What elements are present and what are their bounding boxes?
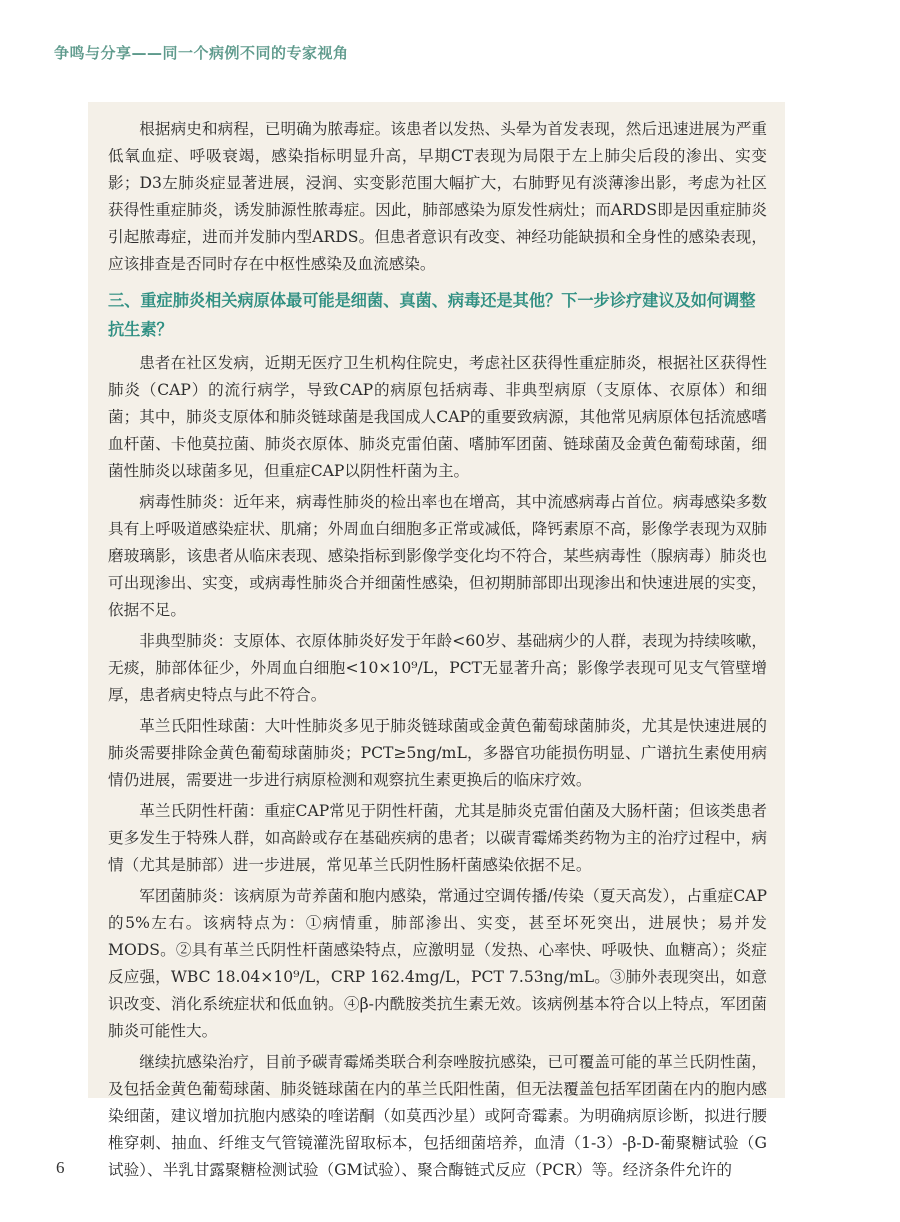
paragraph-viral-pneumonia: 病毒性肺炎：近年来，病毒性肺炎的检出率也在增高，其中流感病毒占首位。病毒感染多数具有上呼吸道感染症状、肌痛；外周血白细胞多正常或减低，降钙素原不高，影像学表现为双肺磨玻璃影，该患者从临床表现、感染指标到影像学变化均不符合，某些病毒性（腺病毒）肺炎也可出现渗出、实变，或病毒性肺炎合并细菌性感染，但初期肺部即出现渗出和快速进展的实变，依据不足。 xyxy=(108,493,767,619)
paragraph-treatment-plan: 继续抗感染治疗，目前予碳青霉烯类联合利奈唑胺抗感染，已可覆盖可能的革兰氏阴性菌，及包括金黄色葡萄球菌、肺炎链球菌在内的革兰氏阳性菌，但无法覆盖包括军团菌在内的胞内感染细菌，建议增加抗胞内感染的喹诺酮（如莫西沙星）或阿奇霉素。为明确病原诊断，拟进行腰椎穿刺、抽血、纤维支气管镜灌洗留取标本，包括细菌培养，血清（1-3）-β-D-葡聚糖试验（G试验）、半乳甘露聚糖检测试验（GM试验）、聚合酶链式反应（PCR）等。经济条件允许的 xyxy=(108,1053,767,1179)
running-header-title: 争鸣与分享——同一个病例不同的专家视角 xyxy=(54,44,349,62)
paragraph-sepsis-diagnosis: 根据病史和病程，已明确为脓毒症。该患者以发热、头晕为首发表现，然后迅速进展为严重低氧血症、呼吸衰竭，感染指标明显升高，早期CT表现为局限于左上肺尖后段的渗出、实变影；D3左肺炎症显著进展，浸润、实变影范围大幅扩大，右肺野见有淡薄渗出影，考虑为社区获得性重症肺炎，诱发肺源性脓毒症。因此，肺部感染为原发性病灶；而ARDS即是因重症肺炎引起脓毒症，进而并发肺内型ARDS。但患者意识有改变、神经功能缺损和全身性的感染表现，应该排查是否同时存在中枢性感染及血流感染。 xyxy=(108,120,767,273)
paragraph-gram-positive: 革兰氏阳性球菌：大叶性肺炎多见于肺炎链球菌或金黄色葡萄球菌肺炎，尤其是快速进展的肺炎需要排除金黄色葡萄球菌肺炎；PCT≥5ng/mL，多器官功能损伤明显、广谱抗生素使用病情仍进展，需要进一步进行病原检测和观察抗生素更换后的临床疗效。 xyxy=(108,717,767,789)
paragraph-cap-epidemiology: 患者在社区发病，近期无医疗卫生机构住院史，考虑社区获得性重症肺炎，根据社区获得性肺炎（CAP）的流行病学，导致CAP的病原包括病毒、非典型病原（支原体、衣原体）和细菌；其中，肺炎支原体和肺炎链球菌是我国成人CAP的重要致病源，其他常见病原体包括流感嗜血杆菌、卡他莫拉菌、肺炎衣原体、肺炎克雷伯菌、嗜肺军团菌、链球菌及金黄色葡萄球菌，细菌性肺炎以球菌多见，但重症CAP以阴性杆菌为主。 xyxy=(108,354,767,480)
section-heading-pathogen: 三、重症肺炎相关病原体最可能是细菌、真菌、病毒还是其他？下一步诊疗建议及如何调整抗生素？ xyxy=(108,291,756,339)
content-panel xyxy=(88,102,785,1179)
paragraph-gram-negative: 革兰氏阴性杆菌：重症CAP常见于阴性杆菌，尤其是肺炎克雷伯菌及大肠杆菌；但该类患者更多发生于特殊人群，如高龄或存在基础疾病的患者；以碳青霉烯类药物为主的治疗过程中，病情（尤其是肺部）进一步进展，常见革兰氏阴性肠杆菌感染依据不足。 xyxy=(108,802,767,874)
paragraph-atypical-pneumonia: 非典型肺炎：支原体、衣原体肺炎好发于年龄<60岁、基础病少的人群，表现为持续咳嗽，无痰，肺部体征少，外周血白细胞<10×10⁹/L，PCT无显著升高；影像学表现可见支气管壁增厚，患者病史特点与此不符合。 xyxy=(108,632,767,704)
page-number: 6 xyxy=(56,1158,65,1177)
paragraph-legionella: 军团菌肺炎：该病原为苛养菌和胞内感染，常通过空调传播/传染（夏天高发），占重症CAP的5%左右。该病特点为：①病情重，肺部渗出、实变，甚至坏死突出，进展快；易并发MODS。②具有革兰氏阴性杆菌感染特点，应激明显（发热、心率快、呼吸快、血糖高）；炎症反应强，WBC 18.04×10⁹/L，CRP 162.4mg/L，PCT 7.53ng/mL。③肺外表现突出，如意识改变、消化系统症状和低血钠。④β-内酰胺类抗生素无效。该病例基本符合以上特点，军团菌肺炎可能性大。 xyxy=(108,887,767,1040)
